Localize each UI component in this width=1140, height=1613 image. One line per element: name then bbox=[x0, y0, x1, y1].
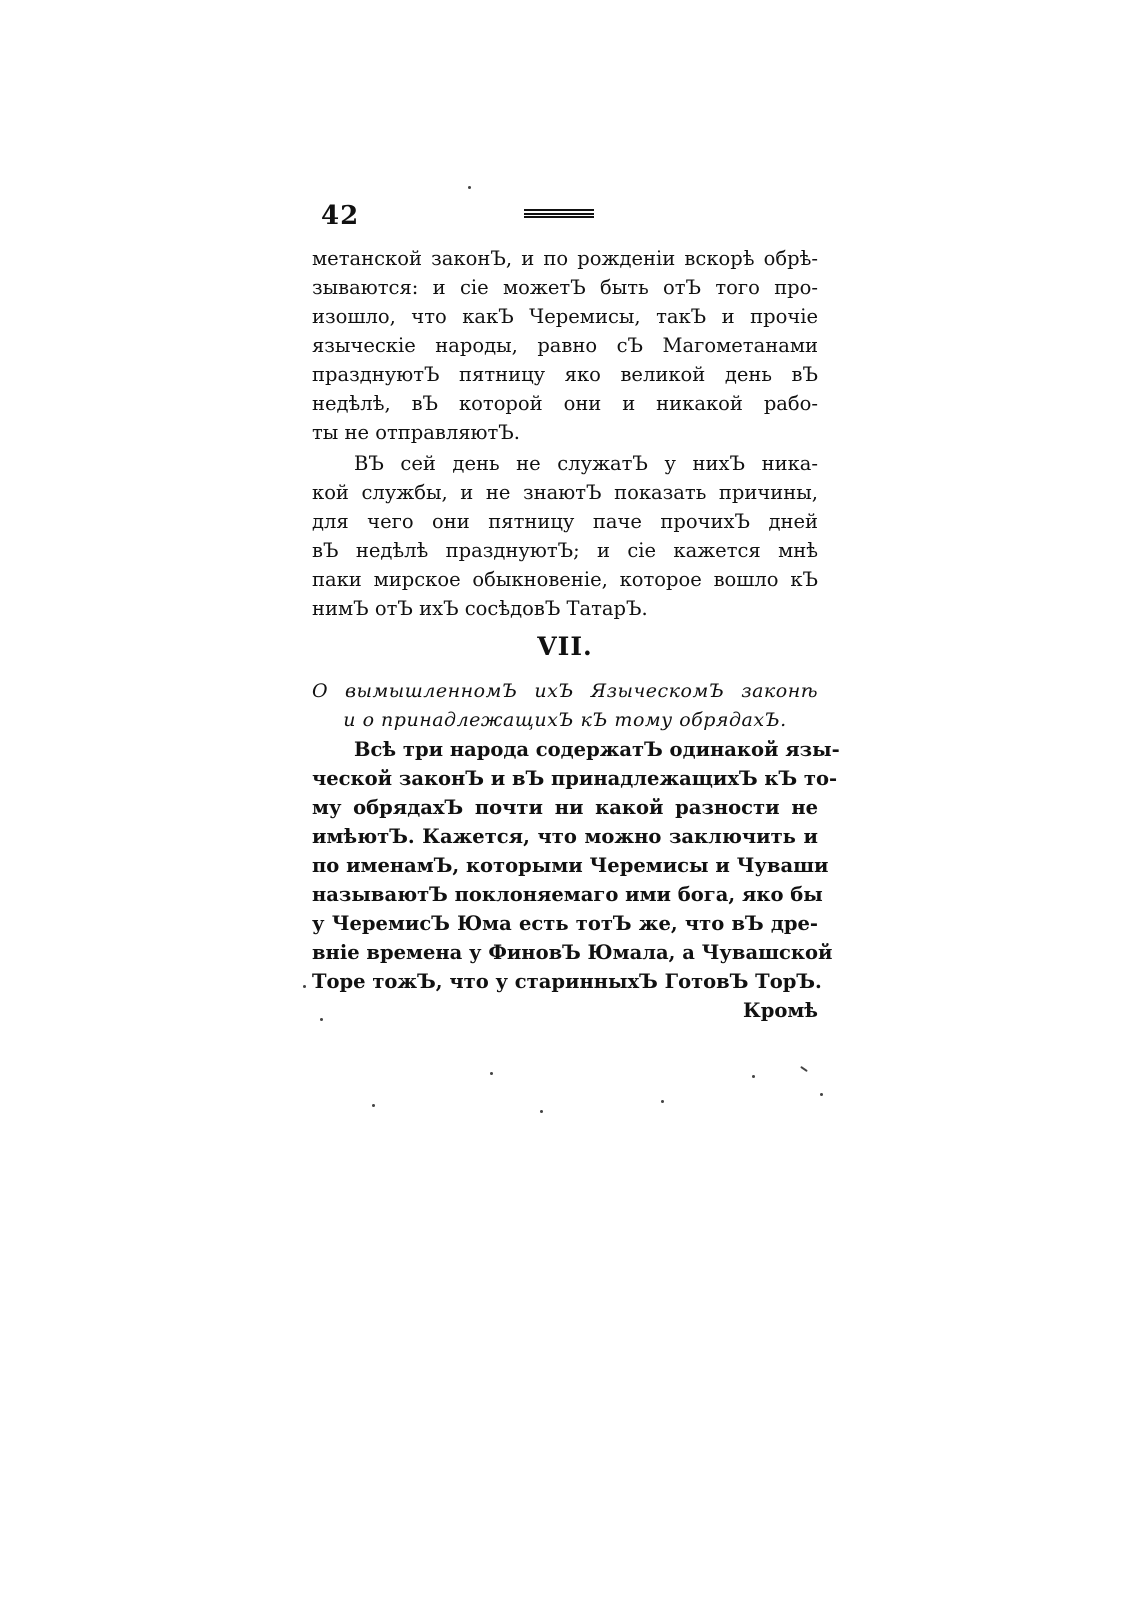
paragraph-2 bbox=[312, 449, 818, 623]
text-line: для чего они пятницу паче прочихЪ дней bbox=[312, 510, 818, 533]
text-line: недѣлѣ, вЪ которой они и никакой рабо- bbox=[312, 392, 818, 415]
text-line: вніе времена у ФиновЪ Юмала, а Чувашской bbox=[312, 941, 833, 964]
text-line: у ЧеремисЪ Юма есть тотЪ же, что вЪ дре- bbox=[312, 912, 818, 935]
catchword: Кромѣ bbox=[742, 999, 818, 1022]
text-line: изошло, что какЪ Черемисы, такЪ и прочіе bbox=[312, 305, 818, 328]
scan-speck bbox=[468, 186, 471, 189]
page-number: 42 bbox=[321, 201, 360, 231]
paragraph-1 bbox=[312, 244, 818, 447]
header-rule-line bbox=[524, 209, 594, 211]
text-line: ты не отправляютЪ. bbox=[312, 421, 520, 444]
scan-speck bbox=[820, 1093, 823, 1096]
text-line: празднуютЪ пятницу яко великой день вЪ bbox=[312, 363, 818, 386]
scan-speck bbox=[800, 1066, 808, 1072]
scan-speck bbox=[540, 1110, 543, 1113]
text-line: паки мирское обыкновеніе, которое вошло кЪ bbox=[312, 568, 818, 591]
scan-speck bbox=[752, 1075, 755, 1078]
heading-line: и о принадлежащихЪ кЪ тому обрядахЪ. bbox=[343, 709, 787, 731]
text-line: кой службы, и не знаютЪ показать причины, bbox=[312, 481, 818, 504]
paragraph-3 bbox=[312, 735, 840, 996]
text-line: вЪ недѣлѣ празднуютЪ; и сіе кажется мнѣ bbox=[312, 539, 818, 562]
header-rule bbox=[524, 209, 594, 218]
text-line: метанской законЪ, и по рожденіи вскорѣ обрѣ- bbox=[312, 247, 818, 270]
section-numeral: VII. bbox=[537, 632, 593, 661]
text-line: ВЪ сей день не служатЪ у нихЪ ника- bbox=[354, 452, 818, 475]
catchword-block bbox=[312, 996, 818, 1025]
text-line: по именамЪ, которыми Черемисы и Чуваши bbox=[312, 854, 829, 877]
section-heading bbox=[312, 677, 818, 735]
header-rule-line bbox=[524, 213, 594, 215]
heading-line: О вымышленномЪ ихЪ ЯзыческомЪ законѣ bbox=[312, 680, 818, 702]
text-line: Торе тожЪ, что у старинныхЪ ГотовЪ ТорЪ. bbox=[312, 970, 822, 993]
text-line: нимЪ отЪ ихЪ сосѣдовЪ ТатарЪ. bbox=[312, 597, 648, 620]
text-line: имѣютЪ. Кажется, что можно заключить и bbox=[312, 825, 818, 848]
scan-speck bbox=[490, 1072, 493, 1075]
text-line: ческой законЪ и вЪ принадлежащихЪ кЪ то- bbox=[312, 767, 838, 790]
text-line: называютЪ поклоняемаго ими бога, яко бы bbox=[312, 883, 823, 906]
text-line: Всѣ три народа содержатЪ одинакой язы- bbox=[354, 738, 840, 761]
scan-speck bbox=[303, 985, 306, 988]
header-rule-line bbox=[524, 216, 594, 218]
text-line: зываются: и сіе можетЪ быть отЪ того про- bbox=[312, 276, 818, 299]
text-line: языческіе народы, равно сЪ Магометанами bbox=[312, 334, 818, 357]
scan-speck bbox=[661, 1100, 664, 1103]
text-line: му обрядахЪ почти ни какой разности не bbox=[312, 796, 818, 819]
scan-speck bbox=[320, 1018, 323, 1021]
scan-speck bbox=[372, 1104, 375, 1107]
